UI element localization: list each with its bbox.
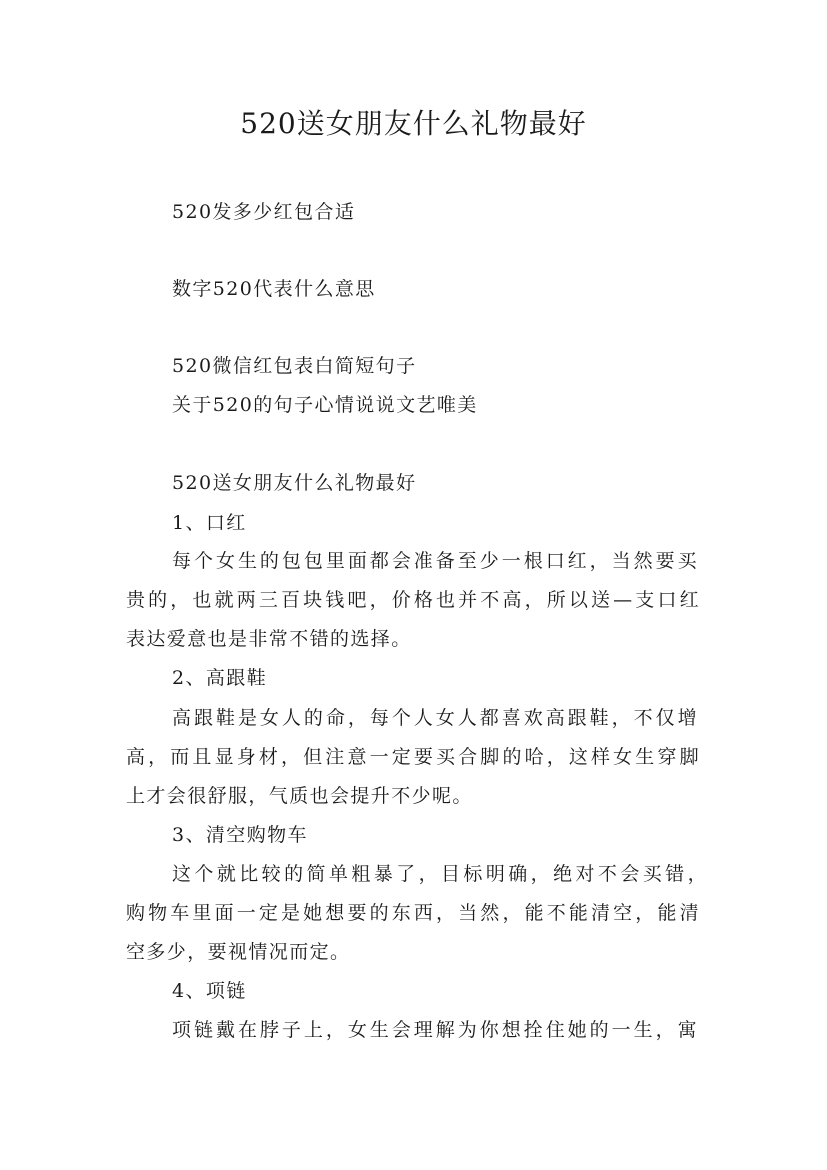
article-heading: 520送女朋友什么礼物最好 xyxy=(172,472,417,494)
related-link-4[interactable]: 关于520的句子心情说说文艺唯美 xyxy=(172,394,478,416)
paragraph-line: 购物车里面一定是她想要的东西，当然，能不能清空，能清 xyxy=(126,902,700,924)
paragraph-line: 上才会很舒服，气质也会提升不少呢。 xyxy=(126,785,473,807)
related-link-3[interactable]: 520微信红包表白简短句子 xyxy=(172,355,417,377)
item-heading: 1、口红 xyxy=(172,512,247,534)
item-heading: 4、项链 xyxy=(172,980,247,1002)
document-title: 520送女朋友什么礼物最好 xyxy=(240,107,587,140)
paragraph-line: 高跟鞋是女人的命，每个人女人都喜欢高跟鞋，不仅增 xyxy=(172,707,698,729)
paragraph-line: 每个女生的包包里面都会准备至少一根口红，当然要买 xyxy=(172,550,698,572)
paragraph-line: 空多少，要视情况而定。 xyxy=(126,941,351,963)
related-link-1[interactable]: 520发多少红包合适 xyxy=(172,201,356,223)
paragraph-line: 这个就比较的简单粗暴了，目标明确，绝对不会买错， xyxy=(172,863,708,885)
item-heading: 2、高跟鞋 xyxy=(172,667,268,689)
paragraph-line: 高，而且显身材，但注意一定要买合脚的哈，这样女生穿脚 xyxy=(126,746,700,768)
paragraph-line: 贵的，也就两三百块钱吧，价格也并不高，所以送—支口红 xyxy=(126,589,700,611)
item-heading: 3、清空购物车 xyxy=(172,824,308,846)
paragraph-line: 表达爱意也是非常不错的选择。 xyxy=(126,628,412,650)
related-link-2[interactable]: 数字520代表什么意思 xyxy=(172,278,376,300)
paragraph-line: 项链戴在脖子上，女生会理解为你想拴住她的一生，寓 xyxy=(172,1019,698,1041)
